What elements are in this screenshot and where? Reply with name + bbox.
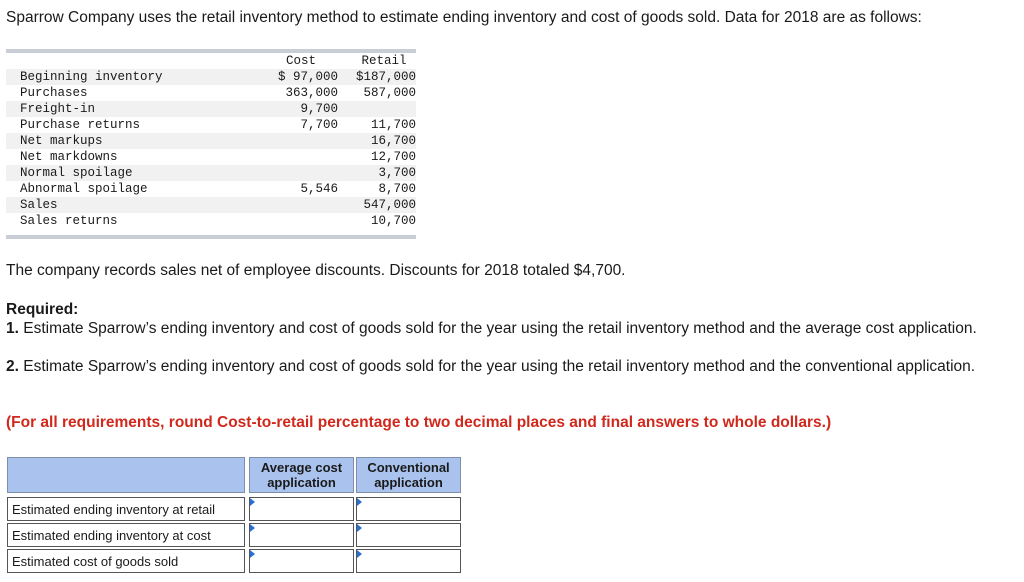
row-cost: 7,700	[300, 118, 338, 132]
ending-inventory-cost-average-input[interactable]	[250, 524, 353, 546]
row-retail: 587,000	[363, 86, 416, 100]
ending-inventory-retail-average-input[interactable]	[250, 498, 353, 520]
cogs-average-input[interactable]	[250, 550, 353, 572]
requirement-2-number: 2.	[6, 358, 19, 375]
table-row	[6, 117, 416, 133]
answer-header-row	[8, 458, 461, 493]
conventional-input-cell	[357, 550, 461, 573]
row-retail: 8,700	[378, 182, 416, 196]
row-label: Beginning inventory	[20, 70, 163, 84]
rounding-instructions: (For all requirements, round Cost-to-retail percentage to two decimal places and final answers to whole dollars.)	[6, 414, 832, 431]
table-header-row	[6, 53, 416, 69]
row-label: Normal spoilage	[20, 166, 133, 180]
conventional-input-cell	[357, 498, 461, 521]
row-label: Abnormal spoilage	[20, 182, 148, 196]
ending-inventory-cost-conventional-input[interactable]	[357, 524, 460, 546]
row-label: Freight-in	[20, 102, 96, 116]
cogs-conventional-input[interactable]	[357, 550, 460, 572]
row-label: Sales	[20, 198, 58, 212]
table-row	[6, 133, 416, 149]
table-row	[6, 149, 416, 165]
ending-inventory-retail-conventional-input[interactable]	[357, 498, 460, 520]
answer-row	[8, 498, 461, 521]
requirement-1-text: Estimate Sparrow’s ending inventory and cost of goods sold for the year using the retail inventory method and the average cost application.	[18, 320, 977, 337]
row-retail: 11,700	[370, 118, 416, 132]
average-cost-input-cell	[250, 498, 354, 521]
answer-row-label: Estimated cost of goods sold	[8, 550, 245, 573]
row-cost	[252, 133, 338, 149]
header-cost: Cost	[285, 54, 316, 68]
row-cost	[252, 213, 338, 229]
average-cost-input-cell	[250, 550, 354, 573]
row-retail: 12,700	[370, 150, 416, 164]
table-row	[6, 165, 416, 181]
average-cost-input-cell	[250, 524, 354, 547]
row-label: Purchases	[20, 86, 88, 100]
discount-note: The company records sales net of employee discounts. Discounts for 2018 totaled $4,700.	[6, 262, 626, 279]
requirement-1	[6, 319, 996, 338]
table-row	[6, 213, 416, 229]
table-row	[6, 85, 416, 101]
answer-row	[8, 524, 461, 547]
row-cost	[252, 197, 338, 213]
inventory-data-table	[6, 49, 416, 239]
row-retail: 3,700	[378, 166, 416, 180]
row-label: Net markups	[20, 134, 103, 148]
row-cost	[252, 149, 338, 165]
answer-row-label: Estimated ending inventory at cost	[8, 524, 245, 547]
row-label: Purchase returns	[20, 118, 141, 132]
answer-row	[8, 550, 461, 573]
table-row	[6, 69, 416, 85]
header-conventional: Conventional application	[357, 458, 461, 493]
row-retail: 16,700	[370, 134, 416, 148]
table-row	[6, 197, 416, 213]
header-retail: Retail	[361, 54, 407, 68]
row-retail: 10,700	[370, 214, 416, 228]
row-cost: 363,000	[285, 86, 338, 100]
row-cost	[252, 165, 338, 181]
conventional-input-cell	[357, 524, 461, 547]
table-row	[6, 101, 416, 117]
header-average-cost: Average cost application	[250, 458, 354, 493]
row-label: Net markdowns	[20, 150, 118, 164]
row-label: Sales returns	[20, 214, 118, 228]
table-bottom-border	[6, 235, 416, 239]
table-row	[6, 181, 416, 197]
requirement-2-text: Estimate Sparrow’s ending inventory and cost of goods sold for the year using the retail inventory method and the conventional application.	[18, 358, 976, 375]
problem-intro: Sparrow Company uses the retail inventory method to estimate ending inventory and cost of goods sold. Data for 2018 are as follows:	[6, 9, 922, 26]
answer-row-label: Estimated ending inventory at retail	[8, 498, 245, 521]
row-cost: $ 97,000	[277, 70, 338, 84]
requirement-1-number: 1.	[6, 320, 19, 337]
row-retail	[338, 101, 416, 117]
row-cost: 5,546	[300, 182, 338, 196]
required-heading: Required:	[6, 301, 79, 318]
requirement-2	[6, 357, 996, 376]
row-retail: $187,000	[355, 70, 416, 84]
row-retail: 547,000	[363, 198, 416, 212]
row-cost: 9,700	[300, 102, 338, 116]
answer-table	[7, 457, 461, 573]
